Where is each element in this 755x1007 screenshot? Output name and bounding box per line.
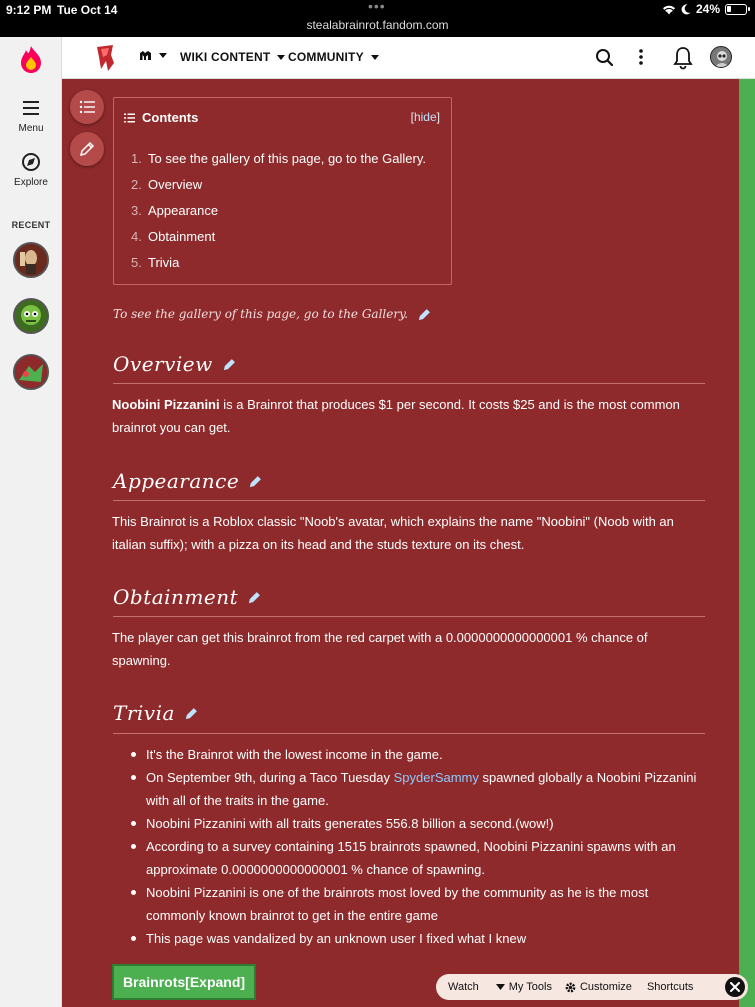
appearance-paragraph: This Brainrot is a Roblox classic "Noob's avatar, which explains the name "Noobini" (Noob with an italian suffix); with a pizza on its head and the studs texture on its chest.: [112, 514, 674, 552]
hamburger-menu-icon: [0, 97, 62, 119]
shortcuts-label: Shortcuts: [646, 981, 694, 993]
pencil-icon[interactable]: [249, 475, 262, 488]
article-subject: Noobini Pizzanini: [112, 397, 220, 412]
pencil-icon[interactable]: [248, 591, 261, 604]
user-avatar-icon: [711, 47, 732, 68]
section-title: Trivia: [113, 701, 175, 725]
pencil-icon[interactable]: [185, 707, 198, 720]
pencil-icon[interactable]: [418, 308, 431, 321]
recent-wiki-2-icon: [15, 300, 47, 332]
trivia-text: spawned globally a Noobini Pizzanini with all of the traits in the game.: [146, 770, 697, 808]
watch-label: Watch: [448, 981, 479, 993]
toc-hide-link[interactable]: hide: [413, 110, 437, 124]
toc-item-number: 5.: [131, 255, 142, 270]
section-divider: [113, 733, 705, 734]
wifi-icon: [662, 4, 676, 15]
obtainment-paragraph: The player can get this brainrot from the red carpet with a 0.0000000000000001 % chance of spawning.: [112, 630, 648, 668]
menu-label: Menu: [18, 123, 44, 134]
list-item: According to a survey containing 1515 brainrots spawned, Noobini Pizzanini spawns with an approximate 0.0000000000000001 % chance of spawning.: [130, 835, 710, 881]
toc-item-number: 3.: [131, 203, 142, 218]
user-avatar[interactable]: [710, 46, 732, 68]
toolbar-close-button[interactable]: [725, 977, 745, 997]
wiki-content-dropdown[interactable]: [180, 50, 285, 64]
fandom-left-rail: [0, 37, 62, 1007]
toc-toggle-button[interactable]: [70, 90, 104, 124]
customize-label: Customize: [579, 981, 632, 993]
menu-button[interactable]: [0, 97, 62, 134]
section-heading-obtainment: [113, 585, 261, 609]
watch-button[interactable]: [448, 981, 479, 993]
gallery-note-text: To see the gallery of this page, go to the Gallery.: [113, 307, 409, 321]
overview-text: is a Brainrot that produces $1 per second. It costs $25 and is the most common brainrot you can get.: [112, 397, 680, 435]
edit-page-button[interactable]: [70, 132, 104, 166]
close-icon: [730, 982, 740, 992]
user-link[interactable]: SpyderSammy: [393, 770, 479, 785]
toc-header: [124, 110, 198, 125]
wiki-top-nav: [62, 37, 755, 79]
toc-item[interactable]: [131, 254, 426, 280]
pencil-icon: [79, 141, 95, 157]
recent-wiki-avatar[interactable]: [13, 354, 49, 390]
my-tools-button[interactable]: [496, 981, 552, 993]
pencil-icon[interactable]: [223, 358, 236, 371]
battery-icon: [725, 4, 747, 15]
article-content: [62, 79, 739, 1007]
gallery-note-heading: [113, 307, 431, 321]
explore-button[interactable]: [0, 151, 62, 188]
toc-item-label: Trivia: [148, 255, 180, 270]
chevron-down-icon: [371, 55, 379, 60]
customize-button[interactable]: [565, 981, 632, 993]
community-dropdown[interactable]: [288, 50, 379, 64]
status-date: Tue Oct 14: [57, 3, 118, 17]
chevron-down-icon: [159, 53, 167, 58]
toc-list: [131, 150, 426, 280]
section-heading-overview: [113, 352, 236, 376]
toc-title: Contents: [142, 110, 199, 125]
recent-wiki-1-icon: [15, 244, 47, 276]
section-title: Appearance: [113, 469, 240, 493]
section-title: Overview: [113, 352, 213, 376]
section-heading-trivia: [113, 701, 198, 725]
multitask-dots-icon[interactable]: •••: [368, 0, 386, 14]
compass-icon: [0, 151, 62, 173]
list-item: Noobini Pizzanini is one of the brainrots most loved by the community as he is the most commonly known brainrot to get in the entire game: [130, 881, 710, 927]
status-time: 9:12 PM: [6, 3, 52, 17]
toc-hide-control: [411, 110, 440, 124]
toc-item-number: 1.: [131, 151, 142, 166]
toc-hide-bracket: [: [410, 110, 414, 124]
toc-item[interactable]: [131, 176, 426, 202]
address-bar-url[interactable]: stealabrainrot.fandom.com: [306, 18, 449, 32]
more-options-icon[interactable]: [636, 46, 646, 68]
overview-paragraph: [112, 393, 708, 439]
recent-wiki-3-icon: [15, 356, 47, 388]
recent-wiki-avatar[interactable]: [13, 242, 49, 278]
chevron-down-icon: [277, 55, 285, 60]
toc-item[interactable]: [131, 202, 426, 228]
community-label: COMMUNITY: [288, 50, 364, 64]
shortcuts-button[interactable]: [647, 981, 693, 993]
toc-item-label: To see the gallery of this page, go to the Gallery.: [148, 151, 426, 166]
status-right: [662, 2, 747, 16]
fandom-logo-icon[interactable]: [19, 45, 43, 75]
caret-down-icon: [496, 984, 505, 990]
list-item: This page was vandalized by an unknown user I fixed what I knew: [130, 927, 710, 950]
fandom-toolbar: [436, 974, 748, 1000]
toc-item[interactable]: [131, 228, 426, 254]
fandom-apps-dropdown[interactable]: [139, 50, 167, 61]
table-of-contents: [113, 97, 452, 285]
moon-icon: [681, 4, 691, 15]
list-icon: [79, 100, 95, 114]
trivia-text: On September 9th, during a Taco Tuesday: [146, 770, 394, 785]
gear-icon: [565, 982, 576, 993]
toc-item[interactable]: [131, 150, 426, 176]
trivia-list: [130, 743, 710, 950]
battery-percent: 24%: [695, 2, 720, 16]
explore-label: Explore: [14, 177, 48, 188]
recent-label: RECENT: [11, 220, 51, 230]
section-divider: [113, 500, 705, 501]
list-item: [130, 766, 710, 812]
notifications-bell-icon[interactable]: [673, 46, 693, 70]
status-bar: [0, 0, 755, 37]
toc-item-number: 4.: [131, 229, 142, 244]
toc-item-label: Obtainment: [148, 229, 216, 244]
search-icon[interactable]: [595, 46, 615, 68]
section-divider: [113, 383, 705, 384]
brainrots-expand-button[interactable]: Brainrots[Expand]: [112, 964, 256, 1000]
list-icon: [124, 113, 135, 123]
recent-wiki-avatar[interactable]: [13, 298, 49, 334]
fandom-apps-icon: [139, 50, 152, 61]
section-divider: [113, 616, 705, 617]
wiki-content-label: WIKI CONTENT: [180, 50, 271, 64]
section-heading-appearance: [113, 469, 262, 493]
section-title: Obtainment: [113, 585, 239, 609]
list-item: It's the Brainrot with the lowest income in the game.: [130, 743, 710, 766]
my-tools-label: My Tools: [508, 981, 552, 993]
toc-item-label: Appearance: [148, 203, 219, 218]
toc-item-label: Overview: [148, 177, 203, 192]
wiki-logo-icon[interactable]: [94, 43, 116, 73]
toc-item-number: 2.: [131, 177, 142, 192]
toc-hide-bracket: ]: [436, 110, 440, 124]
list-item: Noobini Pizzanini with all traits generates 556.8 billion a second.(wow!): [130, 812, 710, 835]
